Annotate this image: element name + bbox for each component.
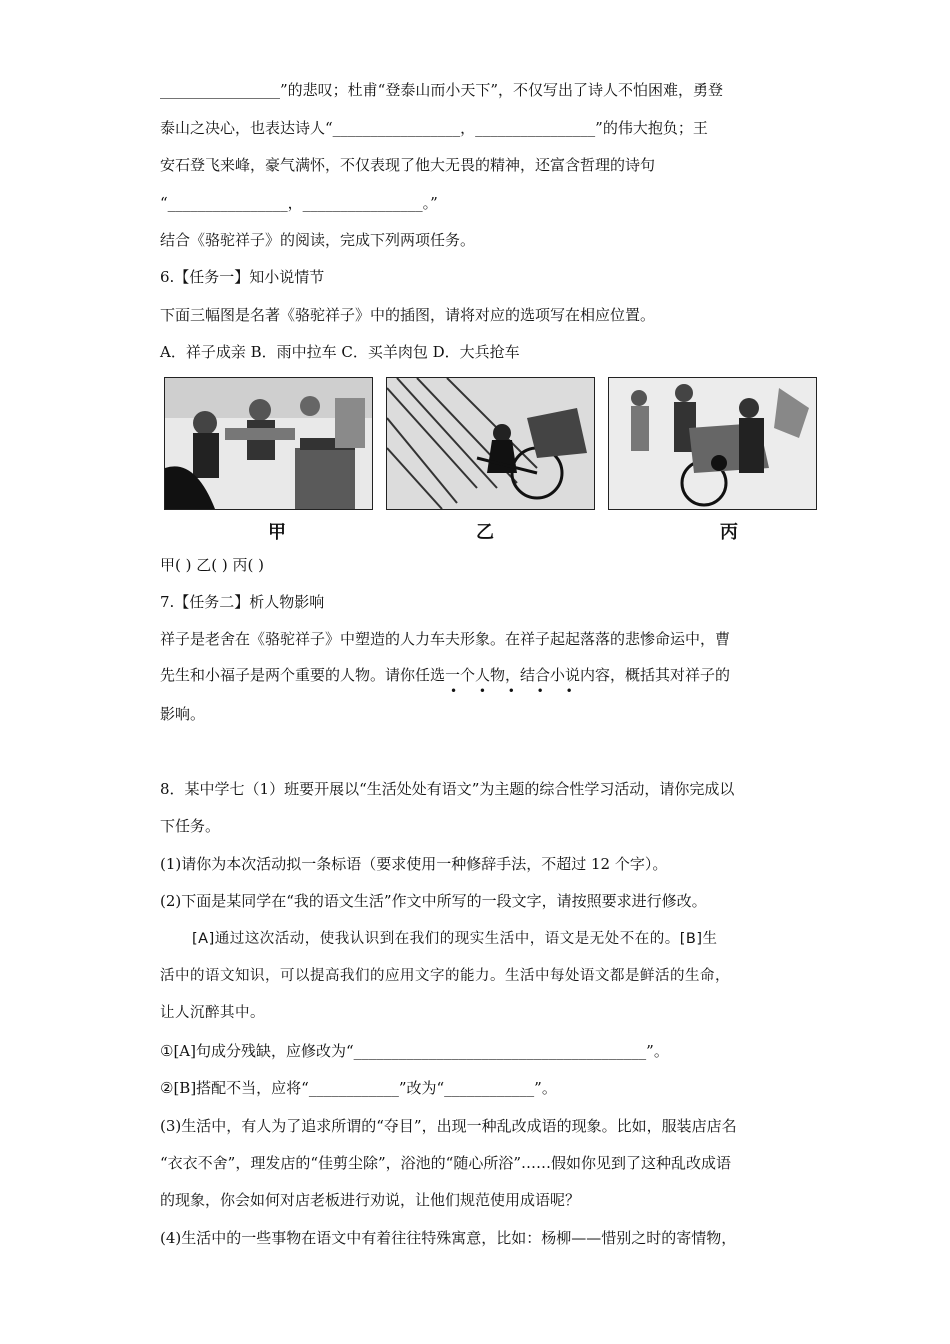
text-line: “________________，________________。”	[160, 194, 438, 212]
text-line: ________________”的悲叹；杜甫“登泰山而小天下”，不仅写出了诗人不怕困难，勇登	[160, 81, 724, 99]
illustration-yi	[386, 377, 595, 510]
text-line: 影响。	[160, 705, 206, 723]
text-line: 泰山之决心，也表达诗人“_________________，________________”的伟大抱负；王	[160, 119, 708, 137]
text-line: 的现象，你会如何对店老板进行劝说，让他们规范使用成语呢？	[160, 1191, 581, 1209]
text-line: (1)请你为本次活动拟一条标语（要求使用一种修辞手法，不超过 12 个字）。	[160, 855, 668, 873]
text-line: 安石登飞来峰，豪气满怀，不仅表现了他大无畏的精神，还富含哲理的诗句	[160, 156, 656, 174]
caption-yi: 乙	[476, 522, 494, 543]
text-line: 结合《骆驼祥子》的阅读，完成下列两项任务。	[160, 231, 476, 249]
text-line: (4)生活中的一些事物在语文中有着往往特殊寓意，比如：杨柳——惜别之时的寄情物，	[160, 1229, 737, 1247]
caption-bing: 丙	[720, 522, 738, 543]
text-line: 先生和小福子是两个重要的人物。请你任选一个人物，结合小说内容，概括其对祥子的	[160, 666, 731, 684]
question-8-heading: 8．某中学七（1）班要开展以“生活处处有语文”为主题的综合性学习活动，请你完成以	[160, 780, 735, 798]
text-line: ①[A]句成分残缺，应修改为“_______________________________________”。	[160, 1042, 669, 1060]
text-line: 下任务。	[160, 817, 221, 835]
text-line: 下面三幅图是名著《骆驼祥子》中的插图，请将对应的选项写在相应位置。	[160, 306, 656, 324]
illustration-bing	[608, 377, 817, 510]
quoted-passage-line: 让人沉醉其中。	[160, 1005, 265, 1021]
text-line: “衣衣不舍”，理发店的“佳剪尘除”，浴池的“随心所浴”……假如你见到了这种乱改成语	[160, 1154, 732, 1172]
text-line: (2)下面是某同学在“我的语文生活”作文中所写的一段文字，请按照要求进行修改。	[160, 892, 707, 910]
quoted-passage-line: [A]通过这次活动，使我认识到在我们的现实生活中，语文是无处不在的。[B]生	[192, 931, 718, 947]
illustration-jia	[164, 377, 373, 510]
answer-blanks-line: 甲( ) 乙( ) 丙( )	[160, 556, 264, 574]
text-line: 祥子是老舍在《骆驼祥子》中塑造的人力车夫形象。在祥子起起落落的悲惨命运中，曹	[160, 630, 731, 648]
text-line: (3)生活中，有人为了追求所谓的“夺目”，出现一种乱改成语的现象。比如，服装店店名	[160, 1117, 737, 1135]
question-7-heading: 7.【任务二】析人物影响	[160, 593, 325, 611]
quoted-passage-line: 活中的语文知识，可以提高我们的应用文字的能力。生活中每处语文都是鲜活的生命，	[160, 968, 730, 984]
emphasis-dots: • • • • •	[450, 684, 582, 698]
options-line: A．祥子成亲 B．雨中拉车 C．买羊肉包 D．大兵抢车	[160, 343, 520, 361]
text-line: ②[B]搭配不当，应将“____________”改为“____________”。	[160, 1079, 557, 1097]
question-6-heading: 6.【任务一】知小说情节	[160, 268, 325, 286]
caption-jia: 甲	[268, 522, 286, 543]
